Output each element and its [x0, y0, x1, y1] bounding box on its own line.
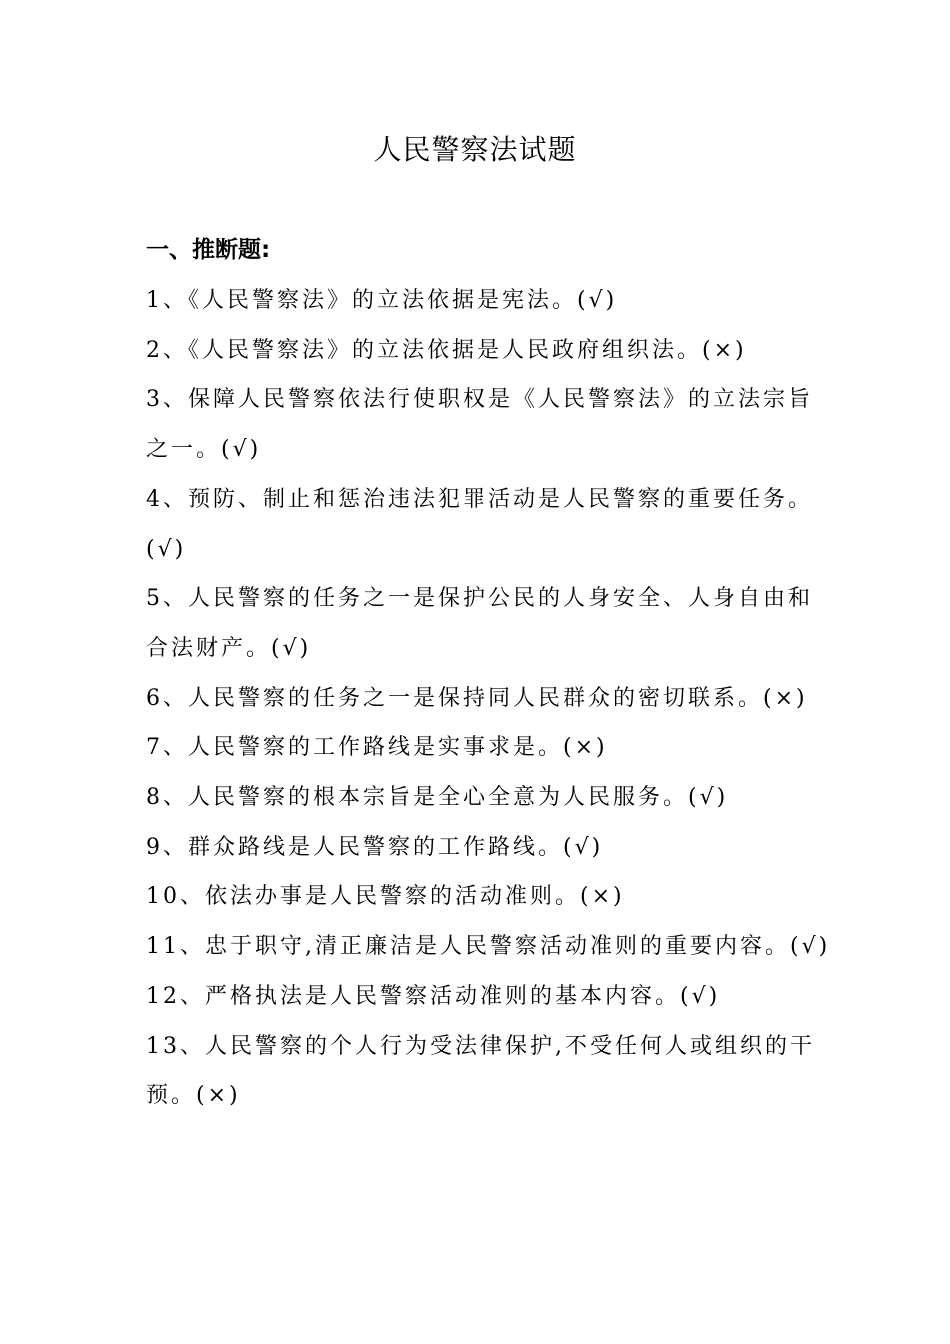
question-item-12: 12、严格执法是人民警察活动准则的基本内容。(√) [146, 983, 721, 1009]
question-item-4: 4、预防、制止和惩治违法犯罪活动是人民警察的重要任务。(√) [146, 486, 813, 562]
question-item-8: 8、人民警察的根本宗旨是全心全意为人民服务。(√) [146, 785, 729, 811]
question-item-9: 9、群众路线是人民警察的工作路线。(√) [146, 834, 604, 860]
question-item-13: 13、人民警察的个人行为受法律保护,不受任何人或组织的干预。(×) [146, 1033, 815, 1109]
question-item-10: 10、依法办事是人民警察的活动准则。(×) [146, 884, 625, 910]
section-heading: 一、推断题: [146, 237, 271, 263]
question-list [146, 276, 836, 1121]
document-title: 人民警察法试题 [373, 133, 577, 166]
question-item-7: 7、人民警察的工作路线是实事求是。(×) [146, 735, 608, 761]
question-item-2: 2、《人民警察法》的立法依据是人民政府组织法。(×) [146, 337, 747, 363]
question-item-11: 11、忠于职守,清正廉洁是人民警察活动准则的重要内容。(√) [146, 934, 831, 960]
question-item-6: 6、人民警察的任务之一是保持同人民群众的密切联系。(×) [146, 685, 808, 711]
question-item-1: 1、《人民警察法》的立法依据是宪法。(√) [146, 288, 618, 313]
question-item-5: 5、人民警察的任务之一是保护公民的人身安全、人身自由和合法财产。(√) [146, 586, 813, 661]
question-item-3: 3、保障人民警察依法行使职权是《人民警察法》的立法宗旨之一。(√) [146, 387, 813, 463]
